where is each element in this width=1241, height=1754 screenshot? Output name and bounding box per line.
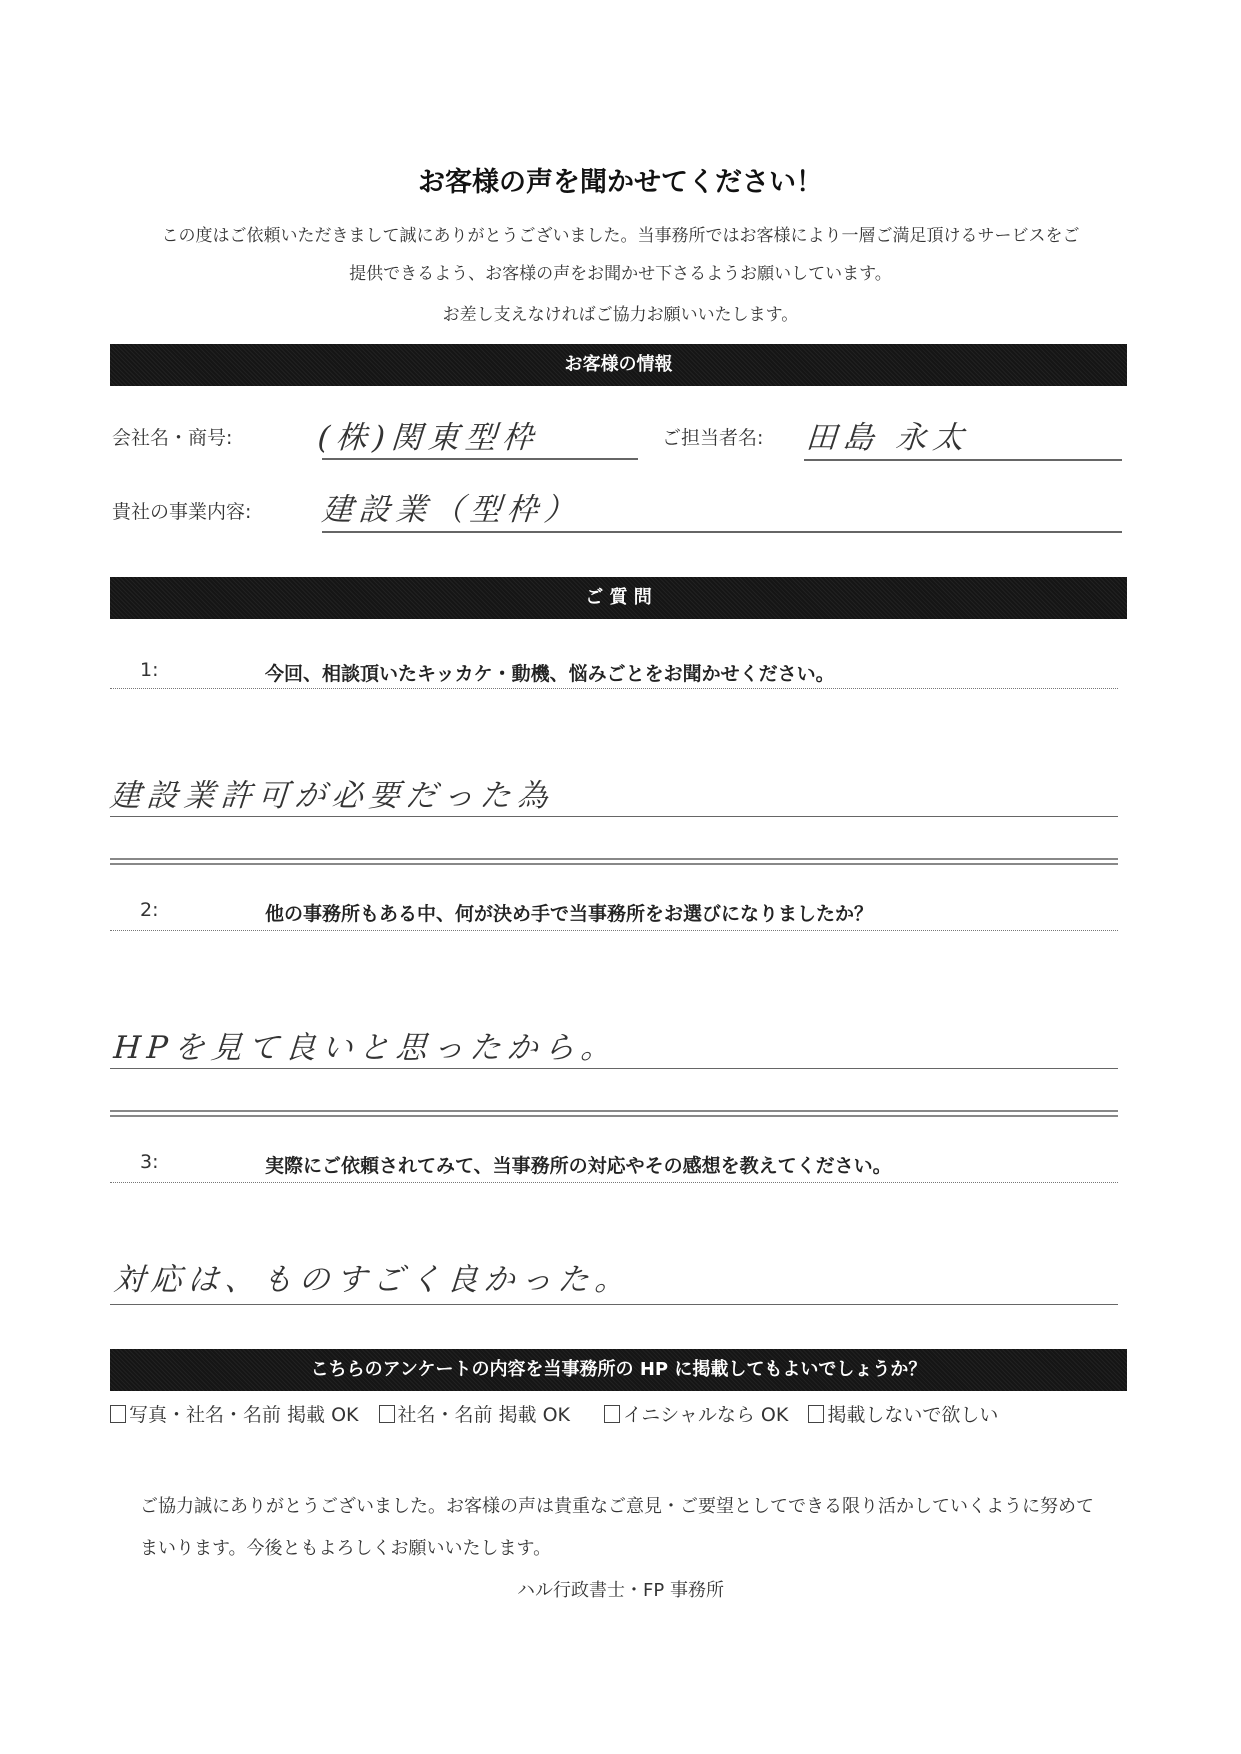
questions-heading: ご 質 問 — [110, 577, 1127, 619]
question-2-text: 他の事務所もある中、何が決め手で当事務所をお選びになりましたか？ — [265, 903, 874, 925]
answer-1: 建設業許可が必要だった為 — [108, 778, 556, 814]
checkbox-icon[interactable] — [808, 1405, 824, 1423]
intro-line-1: この度はご依頼いただきまして誠にありがとうございました。当事務所ではお客様により一層ご満足頂けるサービスをご — [161, 226, 1080, 246]
publish-option-3[interactable]: イニシャルなら OK — [604, 1400, 788, 1427]
business-value: 建設業（型枠） — [320, 492, 583, 528]
question-3-text: 実際にご依頼されてみて、当事務所の対応やその感想を教えてください。 — [265, 1155, 892, 1177]
dotted-divider — [110, 930, 1118, 931]
double-divider — [110, 858, 1118, 865]
business-underline — [322, 531, 1122, 533]
question-1-number: 1: — [140, 659, 159, 681]
contact-value: 田島 永太 — [804, 420, 971, 456]
answer-2-underline — [110, 1068, 1118, 1069]
answer-1-underline — [110, 816, 1118, 817]
page-title: お客様の声を聞かせてください！ — [418, 167, 823, 198]
contact-label: ご担当者名: — [662, 427, 764, 449]
publish-option-4[interactable]: 掲載しないで欲しい — [808, 1400, 998, 1427]
business-label: 貴社の事業内容: — [112, 501, 252, 523]
contact-underline — [804, 459, 1122, 461]
checkbox-icon[interactable] — [110, 1405, 126, 1423]
publish-option-2[interactable]: 社名・名前 掲載 OK — [379, 1400, 571, 1427]
closing-line-2: まいります。今後ともよろしくお願いいたします。 — [140, 1538, 552, 1559]
dotted-divider — [110, 1182, 1118, 1183]
double-divider — [110, 1110, 1118, 1117]
company-value: (株)関東型枠 — [316, 420, 541, 456]
checkbox-icon[interactable] — [379, 1405, 395, 1423]
answer-3: 対応は、ものすごく良かった。 — [112, 1262, 634, 1298]
publish-heading: こちらのアンケートの内容を当事務所の HP に掲載してもよいでしょうか？ — [110, 1349, 1127, 1391]
publish-option-1[interactable]: 写真・社名・名前 掲載 OK — [110, 1400, 359, 1427]
closing-line-1: ご協力誠にありがとうございました。お客様の声は貴重なご意見・ご要望としてできる限り活かしていくように努めて — [140, 1496, 1094, 1517]
answer-3-underline — [110, 1304, 1118, 1305]
question-2-number: 2: — [140, 899, 159, 921]
question-1-text: 今回、相談頂いたキッカケ・動機、悩みごとをお聞かせください。 — [265, 663, 835, 685]
question-3-number: 3: — [140, 1151, 159, 1173]
company-label: 会社名・商号: — [112, 427, 233, 449]
publish-options — [110, 1400, 998, 1427]
answer-2: HPを見て良いと思ったから。 — [112, 1030, 619, 1066]
customer-info-heading: お客様の情報 — [110, 344, 1127, 386]
intro-line-3: お差し支えなければご協力お願いいたします。 — [442, 305, 799, 325]
office-name: ハル行政書士・FP 事務所 — [517, 1580, 724, 1601]
company-underline — [322, 458, 638, 460]
dotted-divider — [110, 688, 1118, 689]
checkbox-icon[interactable] — [604, 1405, 620, 1423]
intro-line-2: 提供できるよう、お客様の声をお聞かせ下さるようお願いしています。 — [349, 264, 892, 284]
